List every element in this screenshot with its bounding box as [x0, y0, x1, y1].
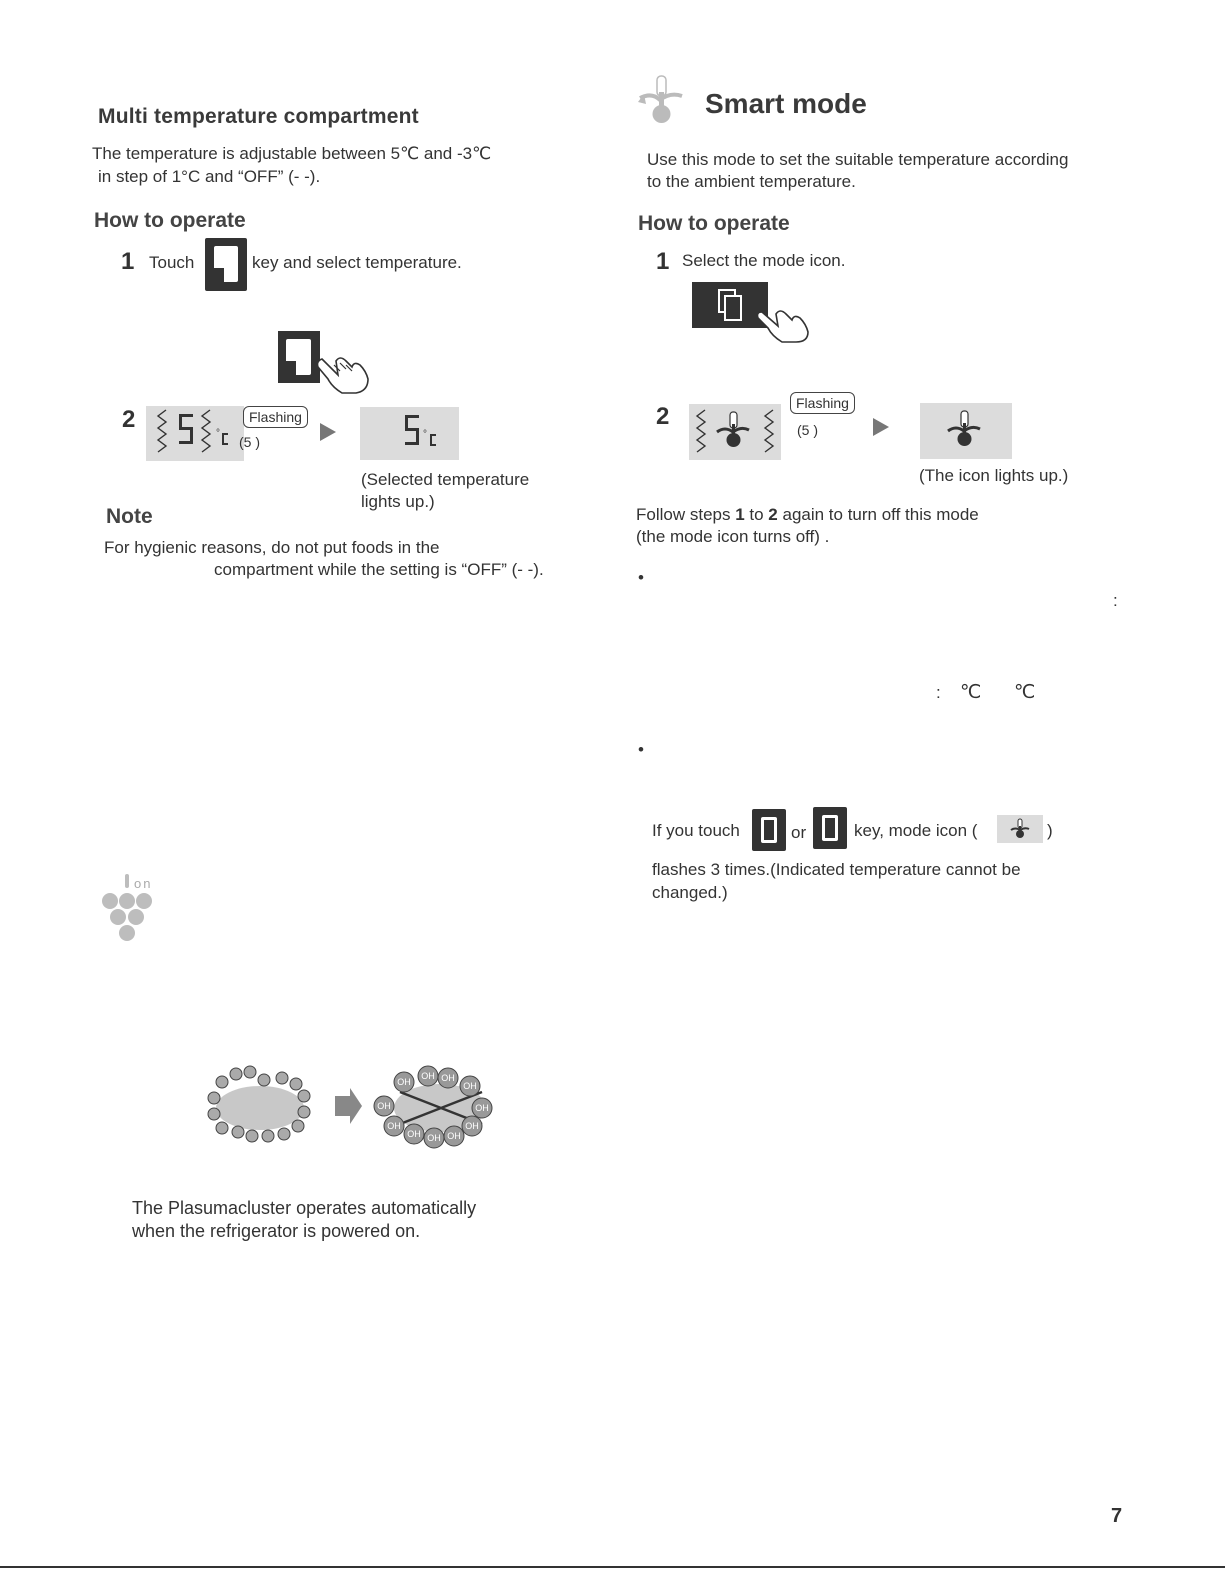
mode-icon-lit-display — [920, 403, 1012, 459]
left-step2-number: 2 — [122, 406, 136, 433]
deg-celsius-1: ℃ — [960, 682, 982, 703]
colon-1: : — [1113, 591, 1118, 610]
svg-text:OH: OH — [475, 1103, 489, 1113]
left-step1-touch-text: Touch — [149, 253, 195, 272]
plasmacluster-diagram — [200, 1062, 500, 1154]
touch-pre-text: If you touch — [652, 821, 740, 840]
svg-text:°: ° — [423, 429, 427, 440]
note-heading: Note — [106, 505, 153, 528]
key-a-icon — [752, 809, 786, 851]
bottom-rule — [0, 1566, 1225, 1568]
left-flashing-label: Flashing — [243, 406, 308, 428]
flashes-line2: changed.) — [652, 883, 728, 902]
follow-pre: Follow steps — [636, 505, 736, 524]
multi-temp-title: Multi temperature compartment — [98, 105, 419, 128]
ion-logo-label: on — [134, 876, 153, 891]
follow-post: again to turn off this mode — [777, 505, 979, 524]
left-step2-arrow-icon — [320, 423, 336, 441]
plasma-text-line1: The Plasumacluster operates automatically — [132, 1198, 477, 1218]
deg-celsius-2: ℃ — [1014, 682, 1036, 703]
mode-icon-inline — [997, 815, 1043, 843]
svg-text:OH: OH — [387, 1121, 401, 1131]
multi-temp-key-icon — [205, 238, 247, 291]
right-step2-number: 2 — [656, 403, 670, 430]
page-number: 7 — [1111, 1505, 1123, 1527]
follow-step-1: 1 — [735, 505, 745, 524]
lcd-selected-display — [360, 407, 459, 460]
smart-intro-line1: Use this mode to set the suitable temperature according — [647, 150, 1069, 169]
svg-text:OH: OH — [447, 1131, 461, 1141]
plasma-text-line2: when the refrigerator is powered on. — [132, 1221, 421, 1241]
bullet-2: • — [638, 740, 644, 759]
right-step1-number: 1 — [656, 248, 670, 275]
right-how-to-operate-heading: How to operate — [638, 212, 790, 235]
mode-key-press-icon — [692, 282, 812, 344]
svg-text:OH: OH — [465, 1121, 479, 1131]
smart-mode-title: Smart mode — [705, 88, 867, 119]
touch-or-text: or — [791, 823, 807, 842]
bullet-1: • — [638, 568, 644, 587]
svg-text:OH: OH — [407, 1129, 421, 1139]
follow-steps-line2: (the mode icon turns off) . — [636, 527, 830, 546]
follow-steps-line1 — [636, 503, 979, 526]
right-flashing-label: Flashing — [790, 392, 855, 414]
touch-post-text: key, mode icon ( — [854, 821, 978, 840]
note-line1: For hygienic reasons, do not put foods in the — [104, 538, 440, 557]
key-b-icon — [813, 807, 847, 849]
right-flash-sub-text: (5 ) — [797, 422, 818, 438]
svg-text:OH: OH — [463, 1081, 477, 1091]
left-flash-sub-text: (5 ) — [239, 434, 260, 450]
mode-icon-flashing-display — [689, 404, 781, 460]
smart-intro-line2: to the ambient temperature. — [647, 172, 856, 191]
multi-temp-intro-line2: in step of 1°C and “OFF” (- -). — [98, 167, 321, 186]
touch-close-text: ) — [1047, 821, 1053, 840]
svg-text:OH: OH — [441, 1073, 455, 1083]
right-step1-text: Select the mode icon. — [682, 251, 846, 270]
svg-text:OH: OH — [427, 1133, 441, 1143]
multi-temp-intro-line1: The temperature is adjustable between 5℃ and -3℃ — [92, 144, 492, 163]
left-step1-number: 1 — [121, 248, 135, 275]
svg-text:°: ° — [216, 428, 220, 439]
svg-text:OH: OH — [397, 1077, 411, 1087]
note-line2: compartment while the setting is “OFF” (- -). — [214, 560, 544, 579]
svg-text:OH: OH — [377, 1101, 391, 1111]
svg-text:OH: OH — [421, 1071, 435, 1081]
lcd-flashing-display — [146, 406, 244, 461]
follow-mid: to — [744, 505, 769, 524]
right-step2-arrow-icon — [873, 418, 889, 436]
left-step1-rest-text: key and select temperature. — [252, 253, 462, 272]
flashes-line1: flashes 3 times.(Indicated temperature cannot be — [652, 860, 1021, 879]
multi-temp-key-press-icon — [278, 331, 373, 396]
selected-temp-line2: lights up.) — [361, 492, 435, 511]
icon-lights-text: (The icon lights up.) — [919, 466, 1069, 485]
colon-2: : — [936, 683, 941, 702]
follow-step-2: 2 — [768, 505, 778, 524]
left-how-to-operate-heading: How to operate — [94, 209, 246, 232]
selected-temp-line1: (Selected temperature — [361, 470, 530, 489]
smart-mode-logo-icon — [638, 74, 686, 126]
